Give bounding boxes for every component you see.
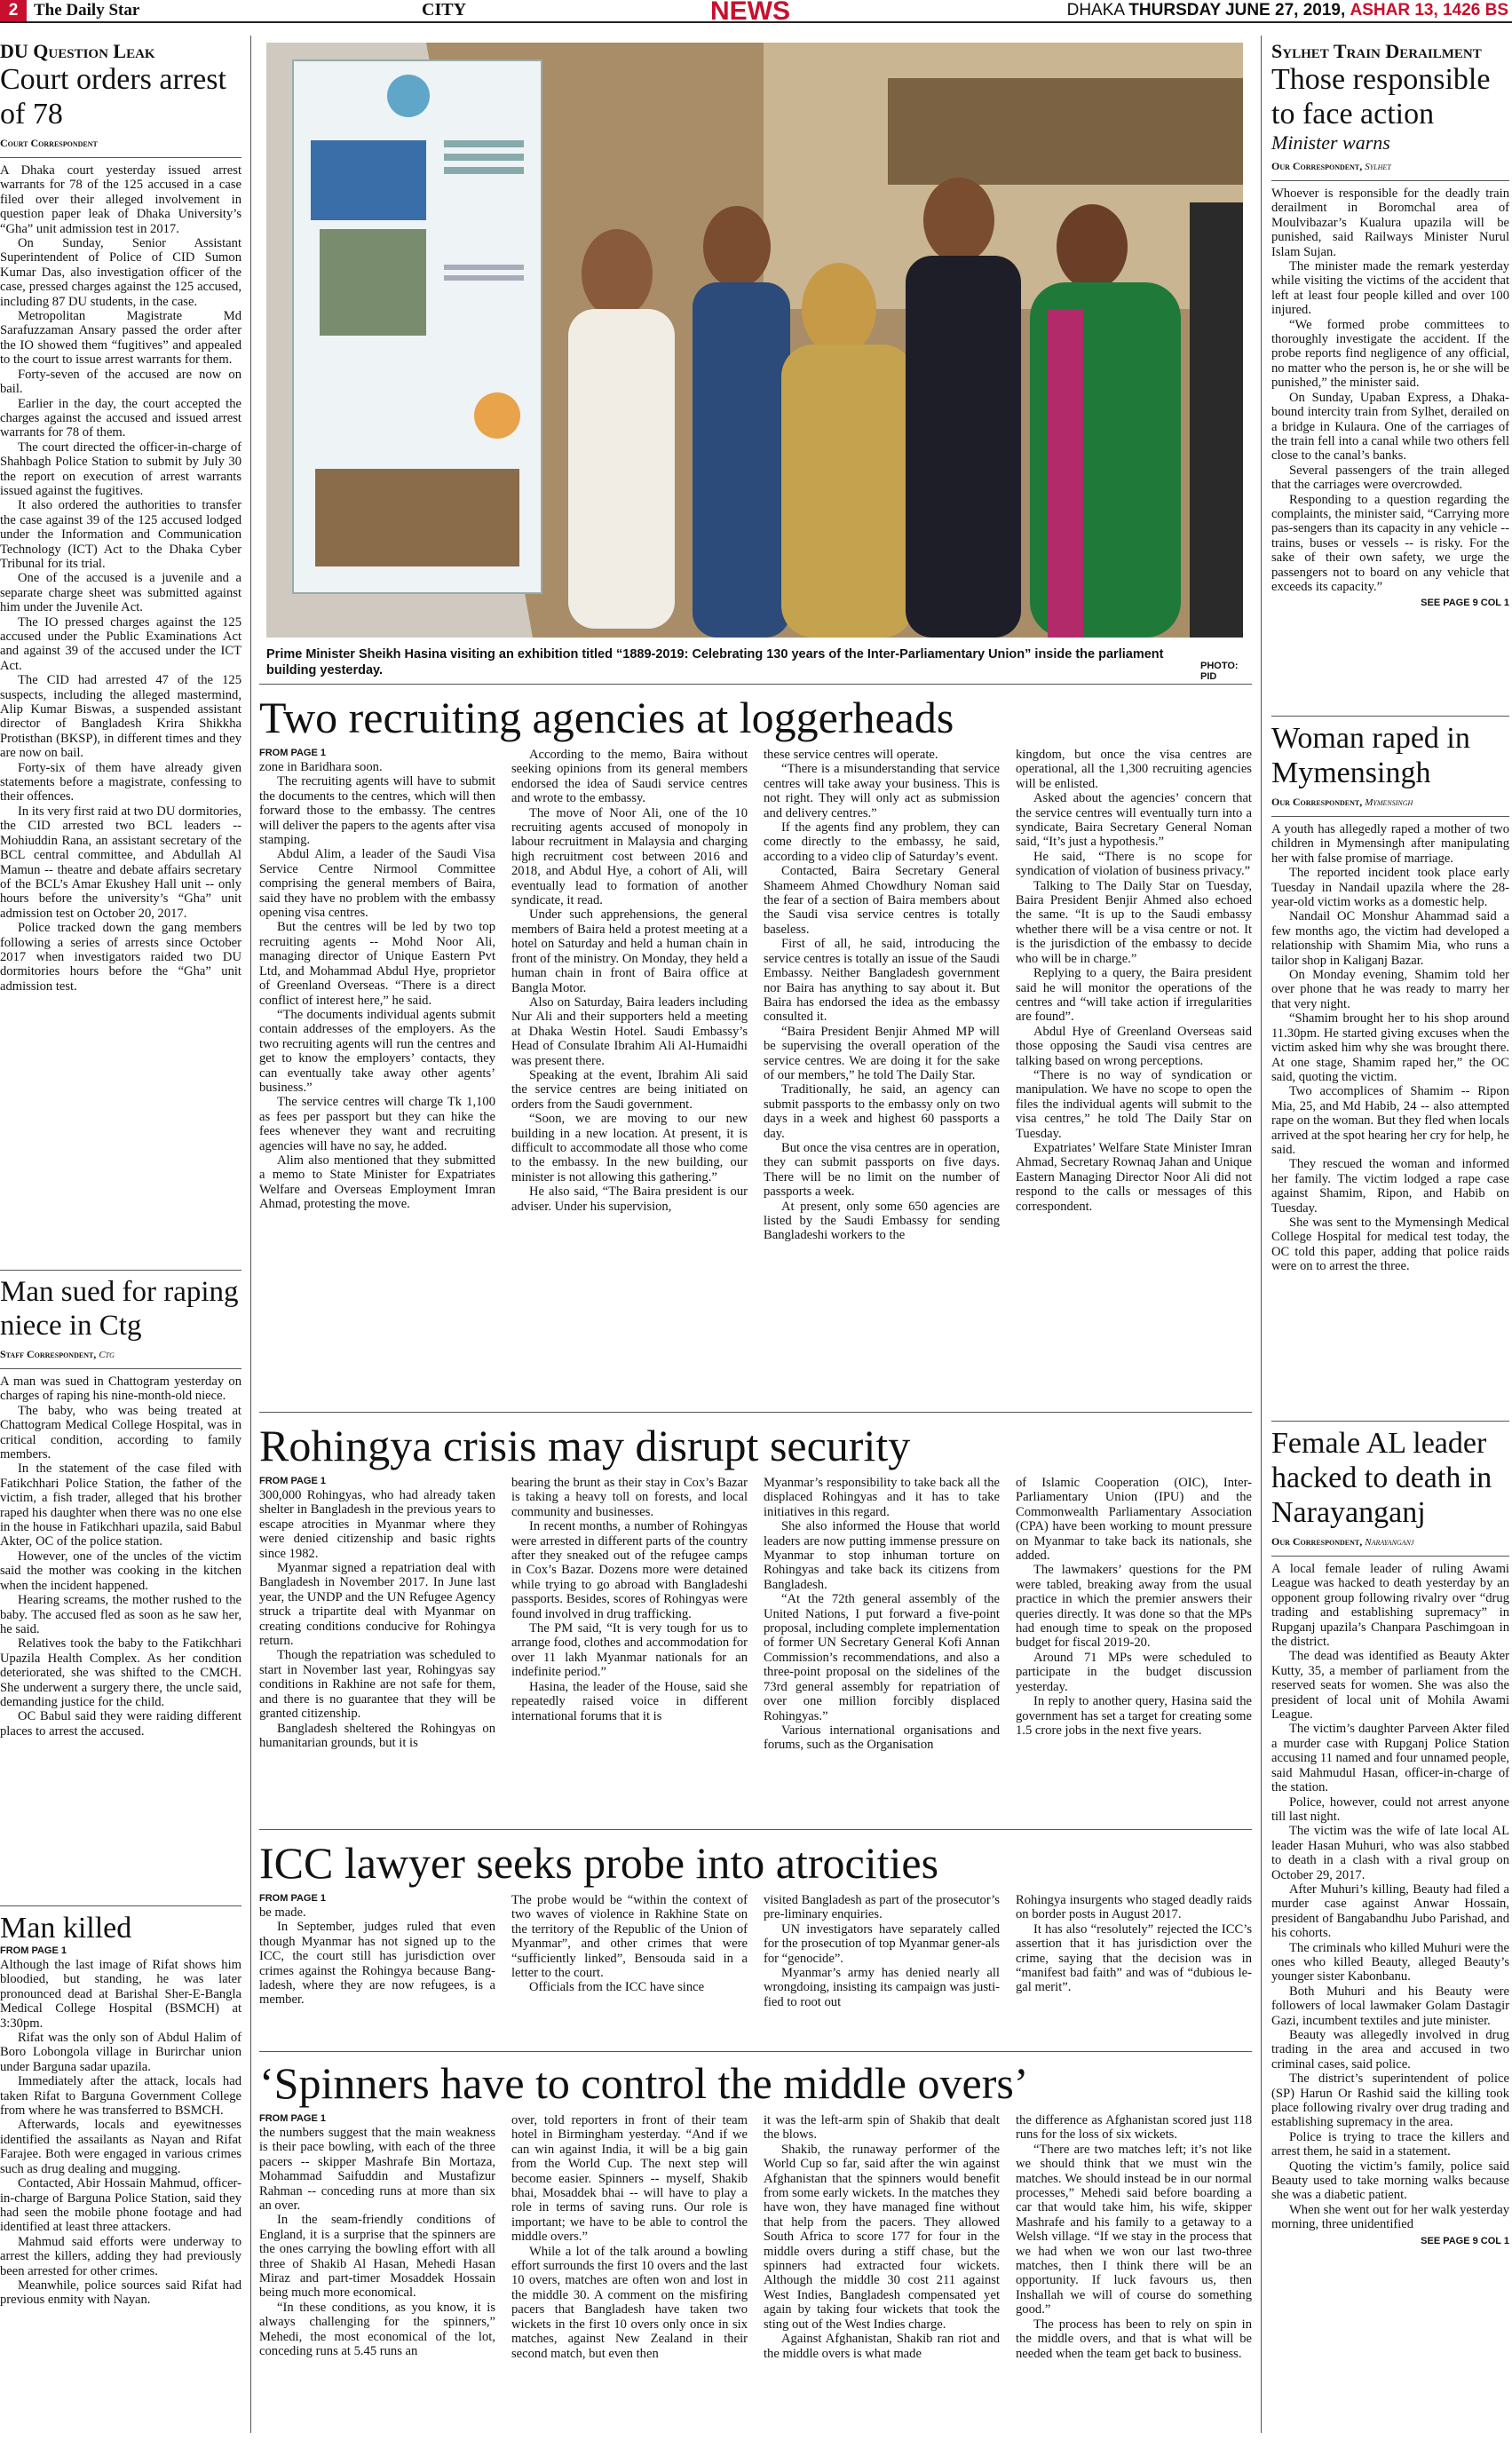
paragraph: Police, however, could not arrest anyone till last night. <box>1271 1794 1509 1824</box>
story-byline: Court Correspondent <box>0 137 98 149</box>
divider <box>0 157 241 158</box>
story-column <box>764 1476 1000 1753</box>
story-byline <box>1271 1535 1509 1549</box>
paragraph: The minister made the remark yesterday while visiting the victims of the accident that left at least four people killed and over 100 injured. <box>1271 259 1509 318</box>
paragraph: On Sunday, Upaban Express, a Dhaka-bound intercity train from Sylhet, derailed on a bridge in Kulaura. One of the carriages of the train fell into a canal while two others fell close to the canal’s banks. <box>1271 390 1509 463</box>
news-photo <box>266 43 1243 638</box>
paragraph: The court directed the officer-in-charge of Shahbagh Police Station to submit by July 30 the report on execution of arrest warrants issued against the fugitives. <box>0 440 241 498</box>
photo-caption: Prime Minister Sheikh Hasina visiting an exhibition titled “1889-2019: Celebrating 130 years of the Inter-Parliamentary Union” inside the parliament building yesterday. <box>266 647 1164 677</box>
jump-line[interactable]: SEE PAGE 9 COL 1 <box>1421 2235 1509 2246</box>
story-column <box>764 1893 1000 2009</box>
paragraph: Meanwhile, police sources said Rifat had previous enmity with Nayan. <box>0 2278 241 2308</box>
byline-text: Our Correspondent, <box>1271 796 1363 808</box>
story-column <box>1016 1893 1252 2009</box>
paragraph: “The documents individual agents submit contain addresses of the employers. As the two recruiting agents will run the centres and get to know the employers’ contacts, they can eventually take away other agents’ business.” <box>259 1007 495 1095</box>
paragraph: In the seam-friendly conditions of England, it is a surprise that the spinners are the ones carrying the bowling effort with all three of Shakib Al Hasan, Mehedi Hasan Miraz and part-timer Mosaddek Hossain being much more economical. <box>259 2213 495 2301</box>
paragraph: The baby, who was being treated at Chattogram Medical College Hospital, was in critical condition, according to family members. <box>0 1403 241 1462</box>
story-recruiting-agencies <box>259 693 1252 1243</box>
paragraph: Relatives took the baby to the Fatikchhari Upazila Health Complex. As her condition deteriorated, she was shifted to the CMCH. She underwent a surgery there, the uncle said, demanding justice for the child. <box>0 1636 241 1709</box>
story-column <box>764 748 1000 1243</box>
paragraph: Quoting the victim’s family, police said Beauty used to take morning walks because she was a diabetic patient. <box>1271 2159 1509 2203</box>
story-column <box>1016 1476 1252 1753</box>
paragraph: visited Bangladesh as part of the prosecutor’s pre-liminary enquiries. <box>764 1893 1000 1922</box>
paragraph: In September, judges ruled that even though Myanmar has not signed up to the ICC, the court still has jurisdiction over crimes against the Rohingya because Bang-ladesh, where they are now refugees, is a member. <box>259 1920 495 2008</box>
byline-text: Staff Correspondent, <box>0 1348 97 1360</box>
paragraph: They rescued the woman and informed her family. The victim lodged a rape case against Shamim, Ripon, and Habib on Tuesday. <box>1271 1157 1509 1216</box>
paragraph: Speaking at the event, Ibrahim Ali said the service centres are being initiated on orders from the Saudi government. <box>511 1067 748 1112</box>
paragraph: “There is no way of syndication or manipulation. We have no scope to open the files the individual agents will submit to the visa centres,” he told The Daily Star on Tuesday. <box>1016 1067 1252 1141</box>
paragraph: 300,000 Rohingyas, who had already taken shelter in Bangladesh in the previous years to escape atrocities in Myanmar where they were denied citizenship and basic rights since 1982. <box>259 1488 495 1561</box>
jump-from: FROM PAGE 1 <box>259 748 326 758</box>
paragraph: Officials from the ICC have since <box>529 1980 705 1995</box>
story-man-sued <box>0 1275 241 1739</box>
paragraph: A Dhaka court yesterday issued arrest warrants for 78 of the 125 accused in a case filed over their alleged involvement in question paper leak of Dhaka University’s “Gha” unit admission test in 2017. <box>0 163 241 236</box>
photo-credit-label: PHOTO: <box>1200 661 1239 671</box>
paragraph: The district’s superintendent of police (SP) Harun Or Rashid said the killing took place following rivalry over drug trading and establishing supremacy in the area. <box>1271 2072 1509 2130</box>
story-column <box>511 1893 748 2009</box>
story-spinners <box>259 2058 1252 2436</box>
story-column <box>259 748 495 1243</box>
story-female-al-leader <box>1271 1426 1509 2436</box>
divider <box>1271 180 1509 181</box>
paragraph: It has also “resolutely” rejected the ICC’s assertion that it has jurisdiction over the crime, saying that the decision was in “manifest bad faith” and was of “dubious le-gal merit”. <box>1016 1921 1252 1995</box>
story-column <box>511 748 748 1243</box>
story-body <box>1271 1562 1509 2232</box>
story-headline: Those responsible to face action <box>1271 63 1491 131</box>
paragraph: OC Babul said they were raiding different places to arrest the accused. <box>0 1709 241 1739</box>
paragraph: However, one of the uncles of the victim said the mother was cooking in the kitchen when the incident happened. <box>0 1549 241 1593</box>
story-column <box>259 2113 495 2361</box>
paragraph: A man was sued in Chattogram yesterday on charges of raping his nine-month-old niece. <box>0 1374 241 1404</box>
divider <box>259 1412 1252 1413</box>
paragraph: Responding to a question regarding the complaints, the minister said, “Carrying more pas-sengers than its capacity in any vehicle -- trains, buses or vessels -- is risky. For the sake of their own safety, we urge the passengers not to board on any vehicle that exceeds its capacity.” <box>1271 492 1509 594</box>
byline-place: Ctg <box>99 1350 115 1360</box>
paragraph: of Islamic Cooperation (OIC), Inter-Parliamentary Union (IPU) and the Commonwealth Parliamentary Association (CPA) have been working to mount pressure on Myanmar to take back its nationals, she added. <box>1016 1476 1252 1564</box>
paragraph: Around 71 MPs were scheduled to participate in the budget discussion yesterday. <box>1016 1650 1252 1694</box>
story-man-killed <box>0 1911 241 2435</box>
photo-credit <box>1200 661 1239 682</box>
story-headline: Court orders arrest of 78 <box>0 63 226 131</box>
paragraph: Various international organisations and forums, such as the Organisation <box>764 1723 1000 1753</box>
paragraph: The probe would be “within the context of two waves of violence in Rakhine State on the territory of the Republic of the Union of Myanmar”, and other crimes that were “sufficiently linked”, Bensouda said in a letter to the court. <box>511 1893 748 1981</box>
paragraph: Expatriates’ Welfare State Minister Imran Ahmad, Secretary Rownaq Jahan and Unique Eastern Managing Director Noor Ali did not respond to the calls or messages of this correspondent. <box>1016 1140 1252 1214</box>
paragraph: over, told reporters in front of their team hotel in Birmingham yesterday. “And if we can win against India, it will be a big gain from the World Cup. The next step will become easier. Spinners -- myself, Shakib bhai, Mosaddek bhai -- will have to play a role in terms of saving runs. Our role is important; we have to be able to control the middle overs.” <box>511 2113 748 2245</box>
paragraph: The PM said, “It is very tough for us to arrange food, clothes and accommodation for over 11 lakh Myanmar nationals for an indefinite period.” <box>511 1621 748 1680</box>
paragraph: Earlier in the day, the court accepted the charges against the accused and issued arrest warrants for 78 of them. <box>0 396 241 440</box>
divider <box>1271 816 1509 817</box>
paragraph: Nandail OC Monshur Ahammad said a few months ago, the victim had developed a relationship with Shamim Mia, who runs a tailor shop in Kaliganj Bazar. <box>1271 909 1509 968</box>
paragraph: Myanmar signed a repatriation deal with Bangladesh in November 2017. In June last year, the UNDP and the UN Refugee Agency struck a tripartite deal with Myanmar on creating conditions conducive for Rohingya return. <box>259 1561 495 1649</box>
divider <box>0 1905 241 1906</box>
story-headline: Woman raped in Mymensingh <box>1271 722 1470 789</box>
story-column <box>511 1476 748 1753</box>
story-body <box>0 1374 241 1739</box>
paragraph: “There are two matches left; it’s not like we should think that we must win the matches. We should instead be in our normal processes,” Mehedi said before boarding a car that would take him, his wife, skipper Mashrafe and his family to a getaway to a Welsh village. “If we stay in the process that we had when we won our last two-three matches, then I think there will be an opportunity. If luck favours us, then Inshallah we will of course do something good.” <box>1016 2142 1252 2317</box>
paragraph: The reported incident took place early Tuesday in Nandail upazila where the 28-year-old victim works as a domestic help. <box>1271 866 1509 910</box>
paragraph: be made. <box>259 1905 306 1920</box>
story-column <box>259 1476 495 1753</box>
paragraph: Myanmar’s responsibility to take back all the displaced Rohingyas and it has to take initiatives in this regard. <box>764 1476 1000 1519</box>
paragraph: In its very first raid at two DU dormitories, the CID arrested two BCL leaders -- Mohiuddin Rana, an assistant secretary of the BCL central committee, and Abdullah Al Mamun -- theatre and debate affairs secretary of the BCL’s Amar Ekushey Hall unit -- only hours before the university’s “Gha” unit admission test on October 20, 2017. <box>0 804 241 921</box>
paragraph: It also ordered the authorities to transfer the case against 39 of the 125 accused lodged under the Information and Communication Technology (ICT) Act to the Dhaka Cyber Tribunal for its trial. <box>0 498 241 571</box>
paragraph: According to the memo, Baira without seeking opinions from its general members endorsed the idea of Saudi service centres and wrote to the embassy. <box>511 748 748 806</box>
story-column <box>764 2113 1000 2361</box>
story-court-orders <box>0 41 241 994</box>
paragraph: Afterwards, locals and eyewitnesses identified the assailants as Nayan and Rifat Farajee. Both were engaged in various crimes such as drug dealing and mugging. <box>0 2118 241 2176</box>
paragraph: Although the last image of Rifat shows him bloodied, but standing, he was later pronounced dead at Barishal Sher-E-Bangla Medical College Hospital (BSMCH) at 3:30pm. <box>0 1958 241 2031</box>
paragraph: When she went out for her walk yesterday morning, three unidentified <box>1271 2202 1509 2232</box>
jump-from: FROM PAGE 1 <box>259 1476 326 1486</box>
paragraph: Abdul Hye of Greenland Overseas said those opposing the Saudi visa centres are talking based on wrong perceptions. <box>1016 1024 1252 1068</box>
paragraph: Contacted, Abir Hossain Mahmud, officer-in-charge of Barguna Police Station, said they had seen the mobile phone footage and had identified at least three attackers. <box>0 2176 241 2235</box>
story-kicker: DU Question Leak <box>0 40 155 62</box>
page-number: 2 <box>0 0 27 21</box>
paragraph: it was the left-arm spin of Shakib that dealt the blows. <box>764 2113 1000 2143</box>
story-body <box>1271 186 1509 594</box>
divider <box>0 1270 241 1271</box>
paragraph: Also on Saturday, Baira leaders including Nur Ali and their supporters held a meeting at Dhaka Westin Hotel. Saudi Embassy’s Head of Consulate Ibrahim Ali Al-Humaidhi was present there. <box>511 994 748 1068</box>
byline-place: Mymensingh <box>1365 797 1413 808</box>
story-woman-raped <box>1271 721 1509 1274</box>
jump-from: FROM PAGE 1 <box>259 1893 326 1904</box>
paragraph: The move of Noor Ali, one of the 10 recruiting agents accused of monopoly in labour recruitment in Malaysia and charging high recruitment cost between 2016 and 2018, and Abdul Hye, a cohort of Ali, will eventually lead to formation of another syndicate, it read. <box>511 805 748 908</box>
paragraph: The lawmakers’ questions for the PM were tabled, breaking away from the usual practice in which the premier answers their queries directly. It was done so that the MPs had enough time to speak on the proposed budget for fiscal 2019-20. <box>1016 1563 1252 1651</box>
paragraph: In the statement of the case filed with Fatikchhari Police Station, the father of the victim, a fish trader, alleged that his brother raped his daughter when there was no one else in the house in Fatikchhari upazila, said Babul Akter, OC of the police station. <box>0 1462 241 1549</box>
story-icc-lawyer <box>259 1838 1252 2009</box>
paragraph: The CID had arrested 47 of the 125 suspects, including the alleged mastermind, Alip Kumar Biswas, a suspended assistant director of Bangladesh Krira Shikkha Protisthan (BKSP), in different times and they are now on bail. <box>0 673 241 761</box>
paragraph: Asked about the agencies’ concern that the service centres will eventually turn into a syndicate, Baira Secretary General Noman said, “It’s just a hypothesis.” <box>1016 791 1252 850</box>
paragraph: Forty-six of them have already given statements before a magistrate, confessing to their offences. <box>0 760 241 804</box>
masthead <box>0 0 1512 26</box>
divider <box>1271 1421 1509 1422</box>
paragraph: the difference as Afghanistan scored just 118 runs for the loss of six wickets. <box>1016 2113 1252 2143</box>
story-headline: Two recruiting agencies at loggerheads <box>259 693 954 742</box>
story-columns <box>259 1476 1252 1753</box>
story-column <box>1016 2113 1252 2361</box>
paragraph: But once the visa centres are in operation, they can submit passports on five days. There will be no limit on the number of passports a week. <box>764 1140 1000 1200</box>
paragraph: After Muhuri’s killing, Beauty had filed a murder case against Anwar Hossain, president of Bangabandhu Jubo Parishad, and his cohorts. <box>1271 1881 1509 1941</box>
story-column <box>511 2113 748 2361</box>
story-column <box>1016 748 1252 1243</box>
paragraph: “Baira President Benjir Ahmed MP will be supervising the overall operation of the service centres. We are doing it for the sake of our members,” he told The Daily Star. <box>764 1024 1000 1082</box>
photo-illustration <box>266 43 1243 638</box>
paragraph: “We formed probe committees to thoroughly investigate the accident. If the probe reports find negligence of any official, no matter who the person is, he or she will be punished,” the minister said. <box>1271 317 1509 391</box>
paragraph: Rifat was the only son of Abdul Halim of Boro Lobongola village in Burirchar union under Barguna sadar upazila. <box>0 2031 241 2074</box>
paragraph: Bangladesh sheltered the Rohingyas on humanitarian grounds, but it is <box>259 1721 495 1750</box>
paragraph: The victim’s daughter Parveen Akter filed a murder case with Rupganj Police Station accusing 11 named and four unnamed people, said Mahmudul Hasan, officer-in-charge of the station. <box>1271 1722 1509 1795</box>
paragraph: these service centres will operate. <box>764 748 938 762</box>
jump-from: FROM PAGE 1 <box>259 2113 326 2124</box>
paragraph: In recent months, a number of Rohingyas were arrested in different parts of the country after they sneaked out of the refugee camps in Cox’s Bazar. Dozens more were detained while trying to go abroad with Bangladeshi passports. Besides, scores of Rohingyas were found involved in drug trafficking. <box>511 1519 748 1621</box>
paragraph: Against Afghanistan, Shakib ran riot and the middle overs is what made <box>764 2332 1000 2361</box>
paragraph: UN investigators have separately called for the prosecution of top Myanmar gener-als for “genocide”. <box>764 1921 1000 1966</box>
paragraph: Alim also mentioned that they submitted a memo to State Minister for Expatriates Welfare and Overseas Employment Imran Ahmad, protesting the move. <box>259 1153 495 1212</box>
story-body <box>1271 822 1509 1274</box>
paragraph: The recruiting agents will have to submit the documents to the centres, which will then forward those to the embassy. The centres will deliver the papers to the agents after visa stamping. <box>259 774 495 848</box>
story-byline <box>1271 160 1509 173</box>
story-column <box>259 1893 495 2009</box>
paragraph: Forty-seven of the accused are now on bail. <box>0 367 241 397</box>
paragraph: He also said, “The Baira president is our adviser. Under his supervision, <box>511 1184 748 1214</box>
paragraph: Both Muhuri and his Beauty were followers of local lawmaker Golam Dastagir Gazi, incumbent textiles and jute minister. <box>1271 1984 1509 2028</box>
paragraph: The process has been to rely on spin in the middle overs, and that is what will be needed when the team get back to business. <box>1016 2317 1252 2361</box>
paragraph: But the centres will be led by two top recruiting agents -- Mohd Noor Ali, managing director of Unique Eastern Pvt Ltd, and Mohammad Abdul Hye, proprietor of Greenland Overseas. “There is a direct conflict of interest here,” he said. <box>259 920 495 1008</box>
story-columns <box>259 748 1252 1243</box>
divider <box>259 684 1252 685</box>
paragraph: She also informed the House that world leaders are now putting immense pressure on Myanmar to stop inhuman torture on Rohingyas and take back its citizens from Bangladesh. <box>764 1519 1000 1592</box>
paragraph: He said, “There is no scope for syndication of violation of business privacy.” <box>1016 849 1252 879</box>
paragraph: Mahmud said efforts were underway to arrest the killers, adding they had previously been arrested for other crimes. <box>0 2234 241 2278</box>
paragraph: bearing the brunt as their stay in Cox’s Bazar is taking a heavy toll on forests, and local community and businesses. <box>511 1476 748 1519</box>
paragraph: On Sunday, Senior Assistant Superintendent of Police of CID Sumon Kumar Das, also investigation officer of the case, pressed charges against the 125 accused, including 87 DU students, in the case. <box>0 236 241 309</box>
story-byline <box>0 1348 241 1361</box>
story-body <box>0 163 241 994</box>
story-columns <box>259 2113 1252 2361</box>
paragraph: “Soon, we are moving to our new building in a new location. At present, it is difficult to accommodate all those who come to the embassy. In the new building, our minister is not allowing this gathering.” <box>511 1112 748 1184</box>
paragraph: Police tracked down the gang members following a series of arrests since October 2017 when investigators raided two DU dormitories hours before the “Gha” unit admission test. <box>0 921 241 994</box>
paragraph: Hasina, the leader of the House, said she repeatedly raised voice in different international forums that it is <box>511 1679 748 1723</box>
paragraph: Shakib, the runaway performer of the World Cup so far, said after the win against Afghanistan that the spinners would benefit from some early wickets. In the matches they have won, they have managed fine without that help from the pacers. They allowed South Africa to score 177 for four in the middle overs during a stiff chase, but the spinners had extracted four wickets. Although the middle 30 cost 211 against West Indies, Bangladesh compensated yet again by taking four wickets that took the sting out of the West Indies charge. <box>764 2142 1000 2332</box>
paragraph: Rohingya insurgents who staged deadly raids on border posts in August 2017. <box>1016 1893 1252 1922</box>
story-headline: ICC lawyer seeks probe into atrocities <box>259 1838 939 1888</box>
paragraph: If the agents find any problem, they can come directly to the embassy, he said, according to a video clip of Saturday’s event. <box>764 820 1000 864</box>
dateline <box>1067 0 1508 21</box>
paragraph: “At the 72th general assembly of the United Nations, I put forward a five-point proposal, including complete implementation of former UN Secretary General Kofi Annan Commission’s recommendations, and also a three-point proposal on the sidelines of the 73rd general assembly for repatriation of over one million forcibly displaced Rohingyas.” <box>764 1592 1000 1723</box>
story-headline: Man killed <box>0 1912 132 1945</box>
paragraph: At present, only some 650 agencies are listed by the Saudi Embassy for sending Bangladeshi workers to the <box>764 1199 1000 1243</box>
paragraph: kingdom, but once the visa centres are operational, all the 1,300 recruiting agencies will be enlisted. <box>1016 748 1252 791</box>
paragraph: The service centres will charge Tk 1,100 as fees per passport but they can hike the fees whenever they want and recruiting agencies will have no say, he added. <box>259 1095 495 1153</box>
paragraph: Hearing screams, the mother rushed to the baby. The accused fled as soon as he saw her, he said. <box>0 1593 241 1636</box>
byline-text: Our Correspondent, <box>1271 160 1363 172</box>
paragraph: On Monday evening, Shamim told her over phone that he was ready to marry her that very night. <box>1271 968 1509 1011</box>
section-label-city: CITY <box>422 0 467 20</box>
story-deck: Minister warns <box>1271 131 1390 154</box>
divider <box>259 1829 1252 1830</box>
column-rule-left <box>250 36 251 2433</box>
paragraph: Contacted, Baira Secretary General Shameem Ahmed Chowdhury Noman said the fear of a section of Baira members about the Saudi visa service centres is totally baseless. <box>764 864 1000 937</box>
divider <box>1271 1556 1509 1557</box>
column-rule-right <box>1261 36 1262 2433</box>
paragraph: Several passengers of the train alleged that the carriages were overcrowded. <box>1271 463 1509 493</box>
paragraph: First of all, he said, introducing the service centres is totally an issue of the Saudi Embassy. Neither Bangladesh government nor Baira has anything to say about it. But Baira has endorsed the idea as the embassy consulted it. <box>764 937 1000 1025</box>
paragraph: She was sent to the Mymensingh Medical College Hospital for medical test today, the OC told this paper, adding that police raids were on to arrest the three. <box>1271 1215 1509 1274</box>
dateline-bangla: ASHAR 13, 1426 BS <box>1350 1 1508 20</box>
byline-text: Our Correspondent, <box>1271 1535 1363 1548</box>
paragraph: Under such apprehensions, the general members of Baira held a protest meeting at a hotel on Saturday and held a human chain in front of the ministry. On Monday, they held a human chain in front of Baira office at Bangla Motor. <box>511 907 748 995</box>
paragraph: While a lot of the talk around a bowling effort surrounds the first 10 overs and the last 10 overs, matches are often won and lost in the middle 30. A comment on the misfiring pacers that Bangladesh have taken two wickets in the first 10 overs only once in six matches, against New Zealand in their second match, but even then <box>511 2244 748 2361</box>
paragraph: Whoever is responsible for the deadly train derailment in Boromchal area of Moulvibazar’s Kualura upazila will be punished, said Railways Minister Nurul Islam Sujan. <box>1271 186 1509 259</box>
story-headline: Man sued for raping niece in Ctg <box>0 1276 239 1342</box>
paragraph: The dead was identified as Beauty Akter Kutty, 35, a member of parliament from the reserved seats for women. She was also the president of local unit of Mohila Awami League. <box>1271 1649 1509 1723</box>
paragraph: In reply to another query, Hasina said the government has set a target for creating some 1.5 crore jobs in the next five years. <box>1016 1694 1252 1738</box>
paragraph: Immediately after the attack, locals had taken Rifat to Barguna Government College from where he was transferred to BSMCH. <box>0 2074 241 2119</box>
paragraph: Traditionally, he said, an agency can submit passports to the embassy only on two days in a week and highest 60 passports a day. <box>764 1082 1000 1141</box>
jump-line[interactable]: SEE PAGE 9 COL 1 <box>1421 598 1509 609</box>
story-sylhet-train <box>1271 41 1509 608</box>
story-byline <box>1271 796 1509 809</box>
newspaper-logo: The Daily Star <box>34 1 140 20</box>
byline-place: Sylhet <box>1365 162 1391 172</box>
paragraph: The victim was the wife of late local AL leader Hasan Muhuri, who was also stabbed to death in a clash with a rival group on October 29, 2017. <box>1271 1824 1509 1882</box>
paragraph: the numbers suggest that the main weakness is their pace bowling, with each of the three pacers -- skipper Mashrafe Bin Mortaza, Mohammad Saifuddin and Mustafizur Rahman -- conceding runs at more than six an over. <box>259 2126 495 2214</box>
paragraph: Police is trying to trace the killers and arrest them, he said in a statement. <box>1271 2129 1509 2159</box>
section-label-news: NEWS <box>710 0 790 26</box>
story-kicker: Sylhet Train Derailment <box>1271 40 1482 62</box>
dateline-date: THURSDAY JUNE 27, 2019, <box>1128 1 1346 20</box>
story-headline: Rohingya crisis may disrupt security <box>259 1421 911 1470</box>
paragraph: Replying to a query, the Baira president said he will monitor the operations of the centres and “will take action if irregularities are found”. <box>1016 966 1252 1025</box>
paragraph: Myanmar’s army has denied nearly all wrongdoing, insisting its campaign was justi-fied to root out <box>764 1966 1000 2009</box>
paragraph: “In these conditions, as you know, it is always challenging for the spinners,” Mehedi, the most economical of the lot, conceding runs at 5.45 runs an <box>259 2300 495 2359</box>
byline-place: Narayanganj <box>1365 1537 1414 1548</box>
story-headline: Female AL leader hacked to death in Narayanganj <box>1271 1427 1492 1529</box>
divider <box>1271 716 1509 717</box>
paragraph: Though the repatriation was scheduled to start in November last year, Rohingyas say conditions in Rakhine are not safe for them, and there is no guarantee that they will be granted citizenship. <box>259 1648 495 1722</box>
paragraph: One of the accused is a juvenile and a separate charge sheet was submitted against him under the Juvenile Act. <box>0 571 241 615</box>
story-headline: ‘Spinners have to control the middle overs’ <box>259 2058 1029 2108</box>
story-body <box>0 1958 241 2308</box>
paragraph: Two accomplices of Shamim -- Ripon Mia, 25, and Md Habib, 24 -- also attempted rape on the woman. But they fled when locals arrived at the spot hearing her cry for help, he said. <box>1271 1084 1509 1157</box>
story-columns <box>259 1893 1252 2009</box>
dateline-city: DHAKA <box>1066 1 1125 20</box>
paragraph: zone in Baridhara soon. <box>259 760 383 774</box>
story-rohingya-crisis <box>259 1421 1252 1753</box>
paragraph: Beauty was allegedly involved in drug trading in the area and accused in two criminal cases, said police. <box>1271 2028 1509 2072</box>
paragraph: “There is a misunderstanding that service centres will take away your business. This is not right. They will only act as submission and delivery centres.” <box>764 762 1000 820</box>
divider <box>259 2051 1252 2052</box>
paragraph: Abdul Alim, a leader of the Saudi Visa Service Centre Nirmool Committee comprising the general members of Baira, said they have no problem with the embassy opening visa centres. <box>259 847 495 921</box>
photo-credit-name: PID <box>1200 671 1217 682</box>
paragraph: A local female leader of ruling Awami League was hacked to death yesterday by an opponent group following rivalry over “drug trading and establishing supremacy” in Rupganj upazila’s Chanpara Paschimgoan in the district. <box>1271 1562 1509 1650</box>
divider <box>0 1368 241 1369</box>
paragraph: Talking to The Daily Star on Tuesday, Baira President Benjir Ahmed also echoed the same. “It is up to the Saudi embassy whether there will be a visa centre or not. It is the jurisdiction of the embassy to decide who will be in charge.” <box>1016 878 1252 966</box>
paragraph: The criminals who killed Muhuri were the ones who killed Beauty, alleged Beauty’s younger sister Kabonbanu. <box>1271 1940 1509 1984</box>
paragraph: “Shamim brought her to his shop around 11.30pm. He started giving excuses when the victim asked him why she was brought there. At one stage, Shamim raped her,” the OC said, quoting the victim. <box>1271 1011 1509 1084</box>
paragraph: The IO pressed charges against the 125 accused under the Public Examinations Act and against 39 of the accused under the ICT Act. <box>0 614 241 673</box>
jump-from: FROM PAGE 1 <box>0 1945 67 1956</box>
paragraph: A youth has allegedly raped a mother of two children in Mymensingh after manipulating her with false promise of marriage. <box>1271 822 1509 866</box>
paragraph: Metropolitan Magistrate Md Sarafuzzaman Ansary passed the order after the IO showed them “fugitives” and appealed to the court to issue arrest warrants for them. <box>0 309 241 368</box>
